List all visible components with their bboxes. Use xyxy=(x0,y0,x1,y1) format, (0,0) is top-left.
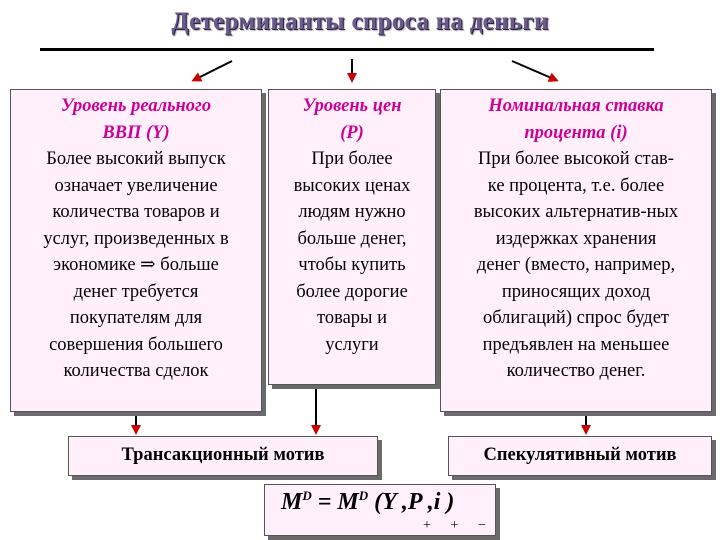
gdp-line: означает увеличение xyxy=(54,175,218,196)
gdp-line: количества сделок xyxy=(63,361,209,381)
rate-heading-1: Номинальная ставка xyxy=(488,96,664,116)
rate-line: облигаций) спрос будет xyxy=(482,308,670,328)
rate-line: предъявлен на меньшее xyxy=(482,334,670,355)
gdp-box xyxy=(10,89,262,412)
gdp-heading-2: ВВП (Y) xyxy=(102,122,170,143)
page-title: Детерминанты спроса на деньги xyxy=(171,8,549,35)
rate-heading-2: процента (i) xyxy=(524,122,628,143)
gdp-heading-1: Уровень реального xyxy=(60,96,212,116)
formula-lhs-sup: D xyxy=(302,488,312,503)
formula-signs xyxy=(415,518,494,534)
price-heading-1: Уровень цен xyxy=(302,96,402,116)
sign-i: − xyxy=(478,518,486,533)
formula-rhs: M xyxy=(337,489,359,515)
price-line: товары и xyxy=(317,308,387,328)
formula-lhs: M xyxy=(281,489,303,515)
formula-rhs-sup: D xyxy=(358,488,369,503)
price-line: высоких ценах xyxy=(293,175,411,196)
price-level-box xyxy=(268,89,436,385)
arrow-to-rate xyxy=(512,61,556,80)
formula-args: (Y ,P ,i ) xyxy=(374,489,455,515)
price-line: услуги xyxy=(325,334,379,355)
arrow-to-gdp xyxy=(194,61,232,80)
gdp-line: услуг, произведенных в xyxy=(43,228,229,249)
price-line: людям нужно xyxy=(298,202,406,222)
gdp-line: совершения большего xyxy=(49,334,223,355)
price-heading-2: (P) xyxy=(340,122,364,143)
gdp-line: покупателям для xyxy=(69,308,203,328)
gdp-line: количества товаров и xyxy=(52,202,220,222)
price-line: При более xyxy=(311,149,393,169)
rate-line: приносящих доход xyxy=(501,281,651,302)
price-line: более дорогие xyxy=(296,281,408,302)
rate-line: При более высокой став- xyxy=(478,149,674,169)
sign-p: + xyxy=(450,518,459,533)
rate-line: издержках хранения xyxy=(495,228,657,249)
price-line: больше денег, xyxy=(297,228,407,249)
formula-expression xyxy=(281,488,454,516)
gdp-line: денег требуется xyxy=(73,281,199,302)
gdp-line: Более высокий выпуск xyxy=(46,149,226,169)
rate-line: денег (вместо, например, xyxy=(476,255,676,275)
rate-line: высоких альтернатив-ных xyxy=(473,202,679,222)
speculative-motive-box: Спекулятивный мотив xyxy=(448,436,712,476)
rate-line: ке процента, т.е. более xyxy=(487,175,665,196)
price-line: чтобы купить xyxy=(298,255,406,275)
gdp-line: экономике ⇒ больше xyxy=(53,255,219,275)
rate-line: количество денег. xyxy=(506,361,646,381)
formula-equals: = xyxy=(317,489,332,515)
sign-y: + xyxy=(423,518,431,533)
transactional-motive-box: Трансакционный мотив xyxy=(68,436,378,476)
interest-rate-box xyxy=(440,89,712,412)
money-demand-formula xyxy=(264,484,496,536)
